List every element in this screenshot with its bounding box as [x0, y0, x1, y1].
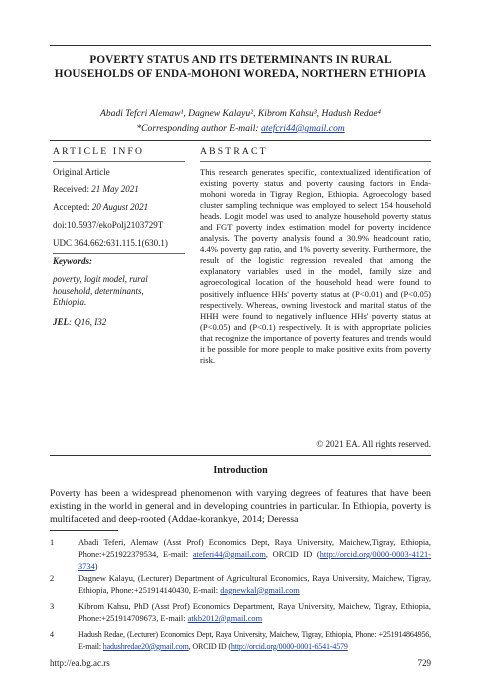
top-rule [50, 45, 431, 46]
introduction-text: Poverty has been a widespread phenomenon with varying degrees of features that have been existing in the world in general and in developing countries in particular. In Ethiopia, poverty is multifaceted and deep-rooted (Addae-korankye, 2014; Deressa [50, 488, 431, 525]
footnote-close: ) [94, 561, 98, 571]
article-info-rule [53, 161, 185, 162]
footnote-3 [50, 601, 431, 625]
journal-url[interactable]: http://ea.bg.ac.rs [50, 658, 110, 668]
udc: UDC 364.662:631.115.1(630.1) [53, 238, 168, 248]
footnote-number: 4 [50, 630, 54, 639]
received-date [53, 184, 139, 195]
footnote-email-link[interactable]: dagnewkal@gmail.com [220, 585, 300, 595]
abstract-rule [200, 161, 431, 162]
page-number: 729 [417, 658, 431, 668]
header-rule [50, 140, 431, 141]
article-info-heading: ARTICLE INFO [53, 146, 145, 157]
accepted-date [53, 202, 148, 213]
footnote-orcid-link[interactable]: http://orcid.org/0000-0003-4121-3734 [78, 549, 432, 571]
received-label: Received: [53, 184, 92, 194]
corresponding-author [50, 123, 431, 135]
footnote-4 [50, 629, 431, 653]
author-list: Abadi Tefcri Alemaw¹, Dagnew Kalayu², Kibrom Kahsu³, Hadush Redae⁴ [99, 108, 382, 119]
keywords-rule [53, 253, 185, 254]
corresponding-prefix: *Corresponding author E-mail: [136, 123, 261, 134]
jel-codes [53, 317, 185, 329]
accepted-value: 20 August 2021 [91, 202, 149, 212]
footnote-number: 2 [50, 574, 55, 583]
footnote-1 [50, 537, 431, 572]
footnote-text: Abadi Teferi, Alemaw (Asst Prof) Economics Dept, Raya University, Maichew,Tigray, Ethiopia, Phone:+251922379534, E-mail: [78, 538, 431, 559]
footnote-email-link[interactable]: atkb2012@gmail.com [187, 613, 263, 623]
corresponding-email-link[interactable]: atefcri44@gmail.com [260, 123, 345, 134]
footnote-text: Dagnew Kalayu, (Lecturer) Department of Agricultural Economics, Raya University, Maichew, Tigray, Ethiopia, Phone:+251914140430, E-mail: [78, 574, 431, 595]
footnote-email-link[interactable]: ateferi44@gmail.com [192, 549, 266, 559]
abstract-heading: ABSTRACT [200, 146, 268, 157]
footnote-orcid-link[interactable]: http://orcid.org/0000-0001-6541-4579 [230, 641, 348, 651]
footnote-email-link[interactable]: hadushredae20@gmail.com [102, 641, 189, 651]
received-value: 21 May 2021 [91, 184, 139, 194]
abstract-text: This research generates specific, contextualized identification of existing poverty status and poverty causing factors in Enda-mohoni woreda in Tigray Region, Ethiopia. Agroecology based cluster sampling technique was employed to select 154 household heads. Logit model was used to analyze household poverty status and FGT poverty index estimation model for poverty incidence analysis. The poverty analysis found a 30.9% headcount ratio, 4.4% poverty gap ratio, and 1% poverty severity. Furthermore, the result of the logistic regression revealed that among the explanatory variables used in the model, family size and agroecological location of the household head were found to positively influence HHs' poverty status at (P<0.01) and (P<0.05) respectively. Whereas, owning livestock and marital status of the HHH were found to negatively influence HHs' poverty status at (P<0.05) and (P<0.1) respectively. It is with appropriate policies that recognize the importance of poverty features and trends would it be possible for more people to make positive exits from poverty risk. [200, 167, 431, 365]
keywords-list: poverty, logit model, rural household, determinants, Ethiopia. [53, 274, 148, 307]
footnote-orcid-prefix: , ORCID ID ( [188, 641, 231, 651]
footnote-rule [50, 530, 118, 531]
paper-title: POVERTY STATUS AND ITS DETERMINANTS IN RURAL HOUSEHOLDS OF ENDA-MOHONI WOREDA, NORTHERN ETHIOPIA [54, 54, 427, 80]
footnote-text: Kibrom Kahsu, PhD (Asst Prof) Economics Department, Raya University, Maichew, Tigray, Ethiopia, Phone:+251914709673, E-mail: [78, 602, 431, 623]
article-type: Original Article [53, 167, 110, 177]
keywords-label: Keywords: [53, 256, 92, 266]
introduction-heading: Introduction [213, 465, 268, 476]
footnote-text: Hadush Redae, (Lecturer) Economics Dept, Raya University, Maichew, Tigray, Ethiopia, Phone: +251914864956, E-mail: [78, 630, 431, 651]
footnote-2 [50, 573, 431, 597]
footnote-number: 3 [50, 602, 55, 611]
doi: doi:10.5937/ekoPolj2103729T [53, 220, 164, 230]
jel-label: JEL [53, 317, 70, 327]
jel-value: : Q16, I32 [69, 317, 107, 327]
footnote-number: 1 [50, 538, 55, 547]
footnote-orcid-prefix: , ORCID ID ( [265, 549, 320, 559]
accepted-label: Accepted: [53, 202, 92, 212]
copyright: © 2021 EA. All rights reserved. [316, 439, 431, 449]
abstract-bottom-rule [50, 455, 431, 456]
